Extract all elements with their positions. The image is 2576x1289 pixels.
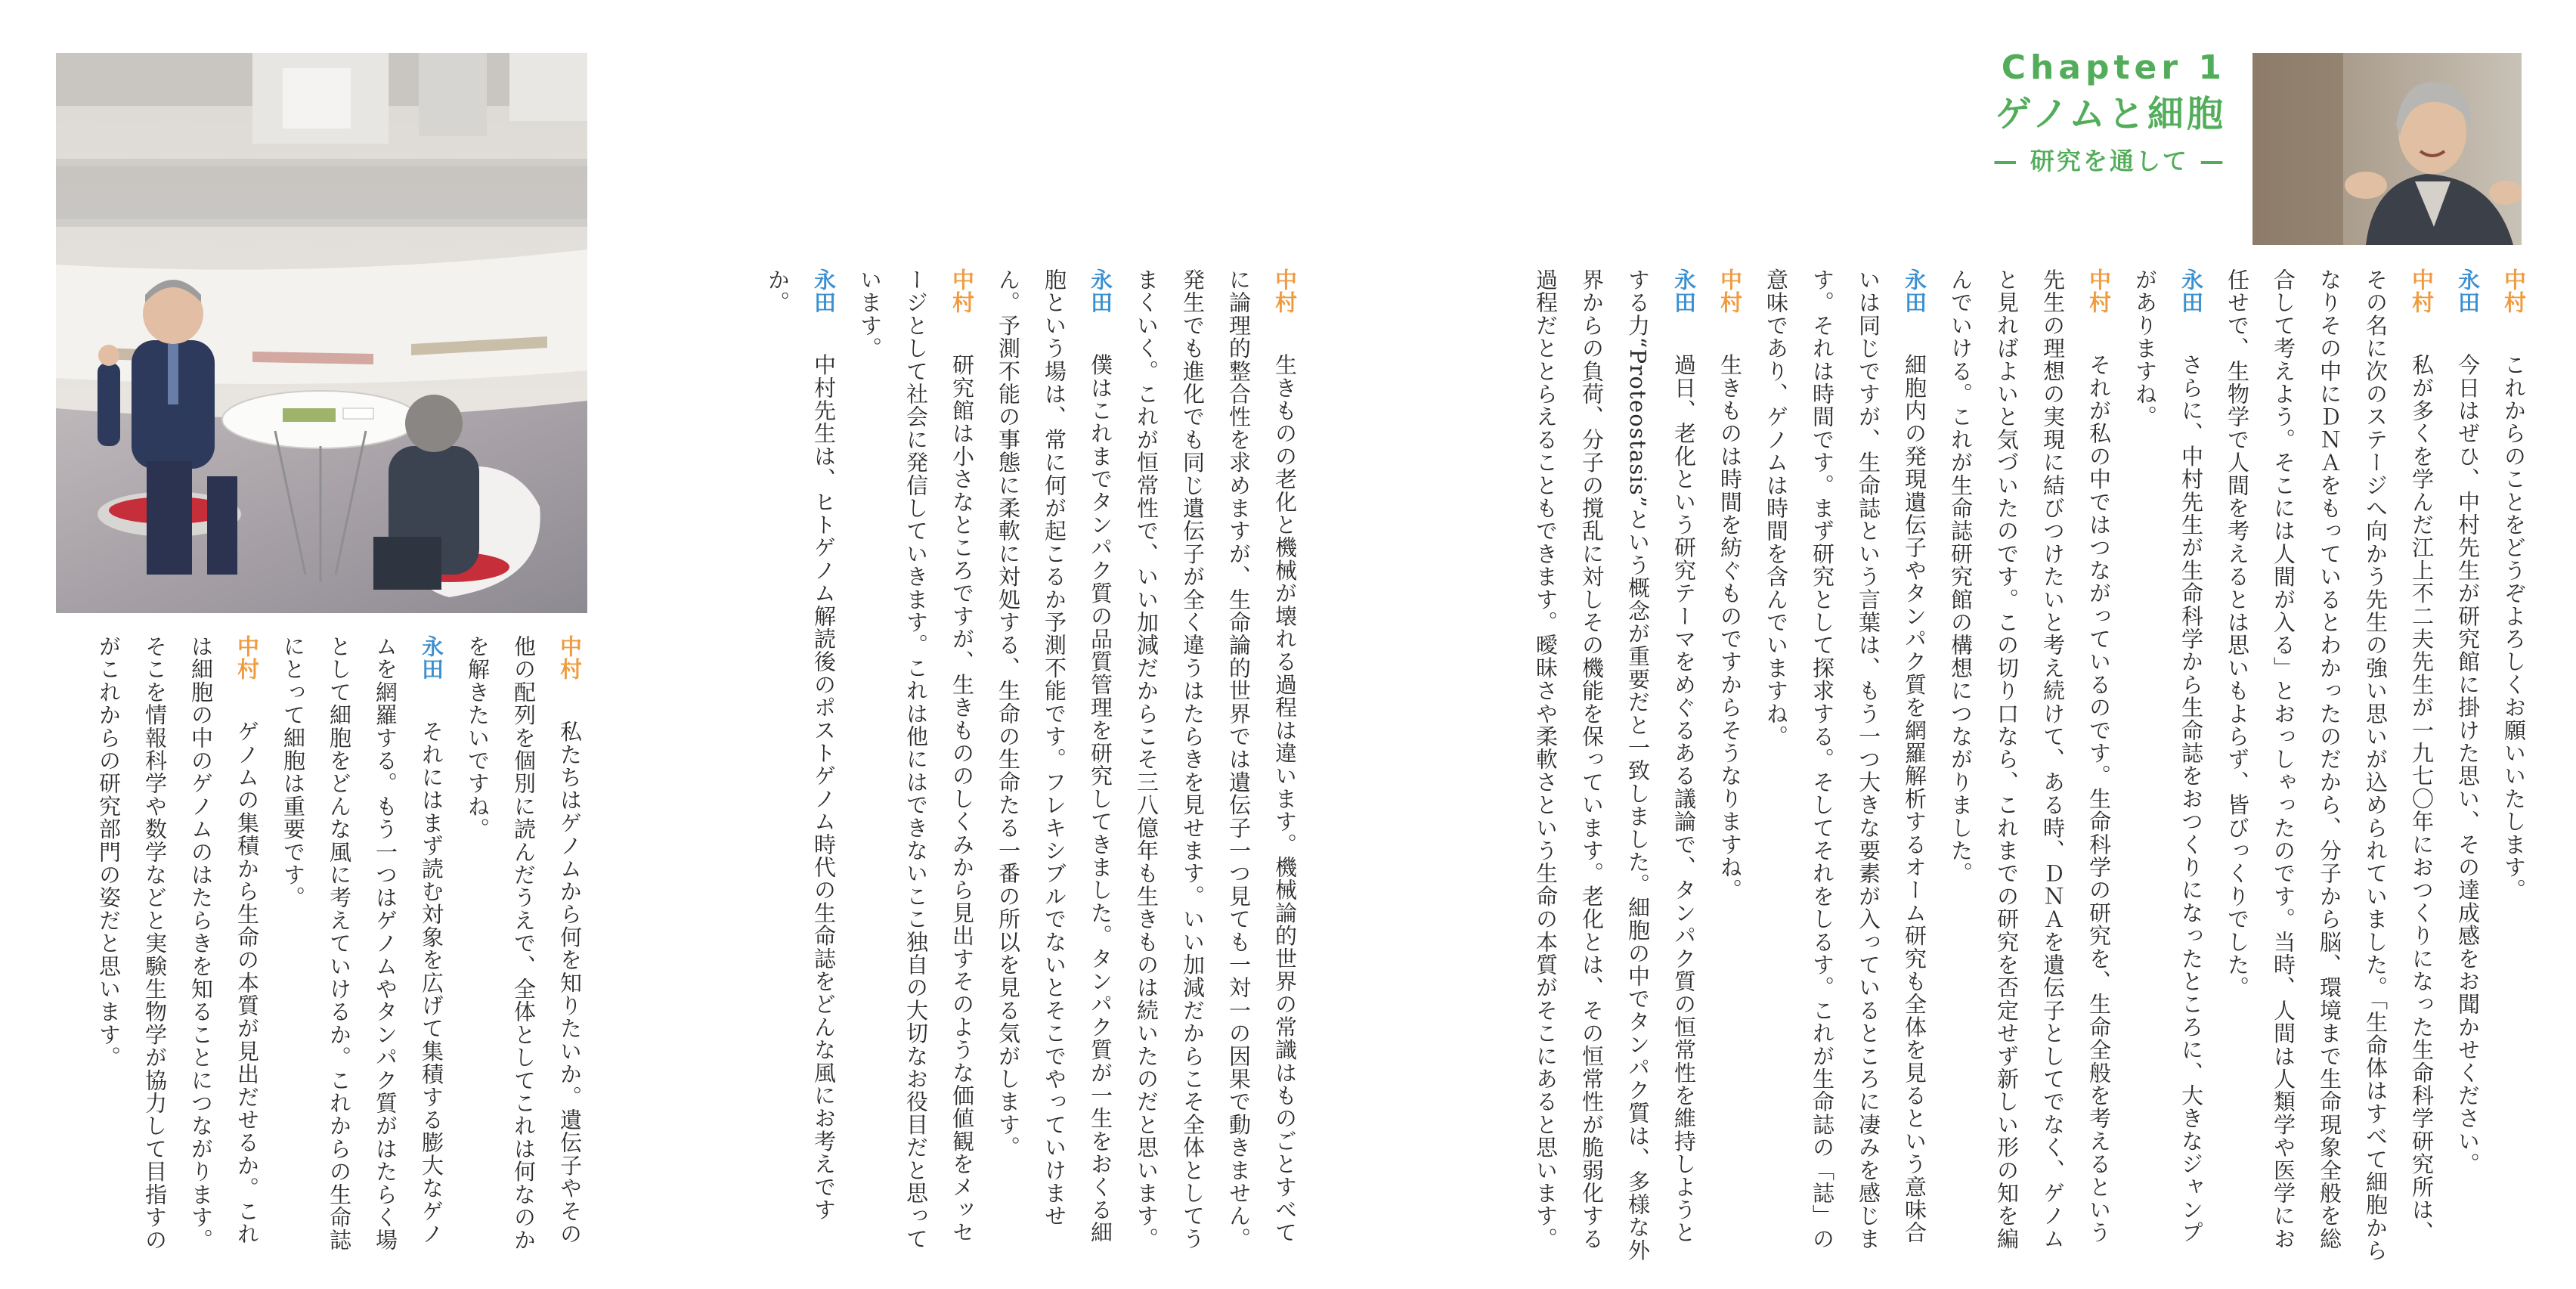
chapter-heading — [1993, 47, 2226, 180]
dialogue-paragraph — [2214, 268, 2444, 1266]
dialogue-block-right — [1338, 268, 2537, 1266]
dialogue-paragraph — [270, 635, 454, 1266]
utterance-text: さらに、中村先生が生命科学から生命誌をおつくりになったところに、大きなジャンプがありますね。 — [2132, 268, 2204, 1244]
utterance-text: それにはまず読む対象を広げて集積する膨大なゲノムを網羅する。もう一つはゲノムやタンパク質がはたらく場として細胞をどんな風に考えていけるか。これからの生命誌にとって細胞は重要です。 — [280, 635, 444, 1252]
dialogue-paragraph — [754, 268, 847, 1266]
speaker-name-nakamura: 中村 — [2086, 268, 2112, 315]
speaker-name-nakamura: 中村 — [2409, 268, 2435, 315]
speaker-name-nakamura: 中村 — [1717, 268, 1743, 315]
speaker-name-nagata: 永田 — [2455, 268, 2481, 315]
speaker-name-nagata: 永田 — [419, 635, 444, 681]
conversation-photo — [56, 53, 587, 613]
utterance-text: 研究館は小さなところですが、生きもののしくみから見出すそのような価値観をメッセージとして社会に発信していきます。これは他にはできないここ独自の大切なお役目だと思っています。 — [857, 268, 975, 1250]
utterance-text: 私たちはゲノムから何を知りたいか。遺伝子やその他の配列を個別に読んだうえで、全体としてこれは何なのかを解きたいですね。 — [465, 635, 583, 1252]
chapter-subtitle: — 研究を通して — — [1992, 147, 2226, 175]
dialogue-paragraph — [1707, 268, 1753, 1266]
utterance-text: 僕はこれまでタンパク質の品質管理を研究してきました。タンパク質が一生をおくる細胞という場は、常に何が起こるか予測不能です。フレキシブルでないとそこでやっていけません。予測不能の事態に柔軟に対処する、生命の生命たる一番の所以を見る気がします。 — [995, 268, 1113, 1244]
dialogue-paragraph — [1522, 268, 1707, 1266]
dialogue-paragraph — [1937, 268, 2122, 1266]
utterance-text: 生きものは時間を紡ぐものですからそうなりますね。 — [1717, 353, 1743, 902]
speaker-name-nakamura: 中村 — [557, 635, 583, 681]
dialogue-block-lower-left — [56, 635, 593, 1266]
utterance-text: これからのことをどうぞよろしくお願いいたします。 — [2501, 353, 2527, 902]
utterance-text: 今日はぜひ、中村先生が研究館に掛けた思い、その達成感をお聞かせください。 — [2455, 353, 2481, 1176]
dialogue-paragraph — [85, 635, 270, 1266]
chapter-title: ゲノムと細胞 — [1995, 93, 2226, 135]
dialogue-block-middle — [597, 268, 1308, 1266]
dialogue-paragraph — [847, 268, 985, 1266]
nakamura-portrait-photo — [2252, 53, 2522, 245]
speaker-name-nagata: 永田 — [1088, 268, 1113, 315]
dialogue-paragraph — [454, 635, 593, 1266]
utterance-text: ゲノムの集積から生命の本質が見出だせるか。これは細胞の中のゲノムのはたらきを知ることにつながります。そこを情報科学や数学などと実験生物学が協力して目指すのがこれからの研究部門の姿だと思います。 — [96, 635, 260, 1252]
speaker-name-nagata: 永田 — [811, 268, 837, 315]
utterance-text: 生きものの老化と機械が壊れる過程は違います。機械論的世界の常識はものごとすべてに論理的整合性を求めますが、生命論的世界では遺伝子一つ見ても一対一の因果で動きません。発生でも進化でも同じ遺伝子が全く違うはたらきを見せます。いい加減だからこそ全体としてうまくいく。これが恒常性で、いい加減だからこそ三八億年も生きものは続いたのだと思います。 — [1134, 268, 1298, 1250]
dialogue-paragraph — [2491, 268, 2537, 1266]
speaker-name-nagata: 永田 — [1902, 268, 1927, 315]
utterance-text: 中村先生は、ヒトゲノム解読後のポストゲノム時代の生命誌をどんな風にお考えですか。 — [765, 268, 837, 1222]
dialogue-paragraph — [2444, 268, 2491, 1266]
dialogue-paragraph — [985, 268, 1123, 1266]
dialogue-paragraph — [2122, 268, 2214, 1266]
utterance-text: 細胞内の発現遺伝子やタンパク質を網羅解析するオーム研究も全体を見るという意味合いは同じですが、生命誌という言葉は、もう一つ大きな要素が入っているところに凄みを感じます。それは時間です。まず研究として探求する。そしてそれをしるす。これが生命誌の「誌」の意味であり、ゲノムは時間を含んでいますね。 — [1763, 268, 1927, 1250]
dialogue-paragraph — [1123, 268, 1308, 1266]
speaker-name-nagata: 永田 — [1671, 268, 1697, 315]
utterance-text: 過日、老化という研究テーマをめぐるある議論で、タンパク質の恒常性を維持しようとする力“Proteostasis”という概念が重要だと一致しました。細胞の中でタンパク質は、多様な外界からの負荷、分子の撹乱に対しその機能を保っています。老化とは、その恒常性が脆弱化する過程だととらえることもできます。曖昧さや柔軟さという生命の本質がそこにあると思います。 — [1533, 268, 1697, 1262]
speaker-name-nakamura: 中村 — [234, 635, 260, 681]
speaker-name-nakamura: 中村 — [1272, 268, 1298, 315]
portrait-illustration — [2252, 53, 2522, 245]
speaker-name-nakamura: 中村 — [2501, 268, 2527, 315]
utterance-text: それが私の中ではつながっているのです。生命科学の研究を、生命全般を考えるという先生の理想の実現に結びつけたいと考え続けて、ある時、ＤＮＡを遺伝子としてでなく、ゲノムと見ればよいと気づいたのです。この切り口なら、これまでの研究を否定せず新しい形の知を編んでいける。これが生命誌研究館の構想につながりました。 — [1948, 268, 2112, 1250]
dialogue-paragraph — [1753, 268, 1937, 1266]
speaker-name-nakamura: 中村 — [949, 268, 975, 315]
conversation-photo-illustration — [56, 53, 587, 613]
speaker-name-nagata: 永田 — [2178, 268, 2204, 315]
chapter-label: Chapter 1 — [2001, 48, 2226, 87]
utterance-text: 私が多くを学んだ江上不二夫先生が一九七〇年におつくりになった生命科学研究所は、その名に次のステージへ向かう先生の強い思いが込められていました。「生命体はすべて細胞からなりその中にＤＮＡをもっているとわかったのだから、分子から脳、環境まで生命現象全般を総合して考えよう。そこには人間が入る」とおっしゃったのです。当時、人間は人類学や医学にお任せで、生物学で人間を考えるとは思いもよらず、皆びっくりでした。 — [2225, 268, 2435, 1263]
